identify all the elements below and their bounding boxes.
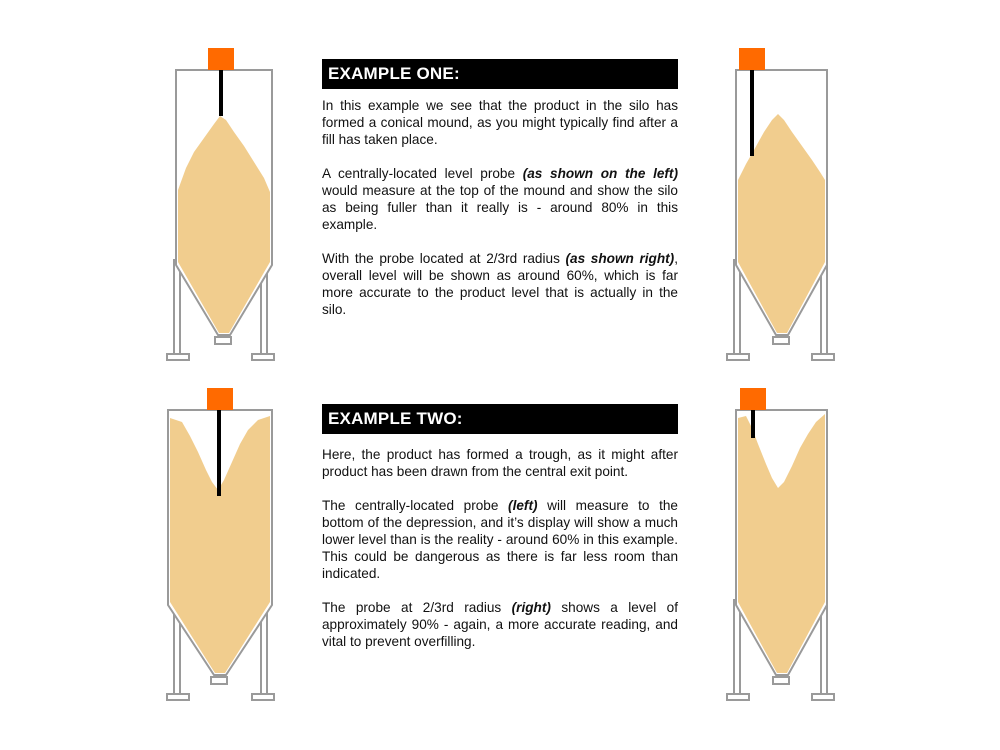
exit-spout [215,337,231,344]
emphasis-as-shown-on-the-left: (as shown on the left) [522,166,678,181]
example-one-title: EXAMPLE ONE: [322,59,678,89]
example-one-panel [322,59,678,318]
level-probe-head [739,48,765,70]
level-probe-rod [217,410,221,496]
emphasis-left: (left) [508,498,538,513]
silo-example-two-central-probe [160,380,290,710]
example-one-paragraph-1: In this example we see that the product in the silo has formed a conical mound, as you might typically find after a fill has taken place. [322,98,678,147]
emphasis-right: (right) [511,600,551,615]
exit-spout [211,677,227,684]
example-two-title: EXAMPLE TWO: [322,404,678,434]
level-probe-rod [219,70,223,116]
example-two-paragraph-2: The centrally-located probe (left) will measure to the bottom of the depression, and it’s display will show a much lower level than is the reality - around 60% in this example. This could be dangerous as there is far less room than indicated. [322,498,678,581]
example-two-paragraph-3: The probe at 2/3rd radius (right) shows a level of approximately 90% - again, a more accurate reading, and vital to prevent overfilling. [322,600,678,649]
level-probe-head [207,388,233,410]
silo-example-one-central-probe [160,40,290,370]
example-two-panel [322,404,678,650]
level-probe-rod [750,70,754,156]
exit-spout [773,337,789,344]
silo-example-one-offset-probe [720,40,850,370]
level-probe-head [740,388,766,410]
example-two-paragraph-1: Here, the product has formed a trough, as it might after product has been drawn from the central exit point. [322,447,678,479]
level-probe-rod [751,410,755,438]
example-one-paragraph-3: With the probe located at 2/3rd radius (as shown right), overall level will be shown as around 60%, which is far more accurate to the product level that is actually in the silo. [322,251,678,317]
silo-example-two-offset-probe [720,380,850,710]
emphasis-as-shown-right: (as shown right) [565,251,675,266]
example-one-paragraph-2: A centrally-located level probe (as shown on the left) would measure at the top of the mound and show the silo as being fuller than it really is - around 80% in this example. [322,166,678,232]
exit-spout [773,677,789,684]
level-probe-head [208,48,234,70]
